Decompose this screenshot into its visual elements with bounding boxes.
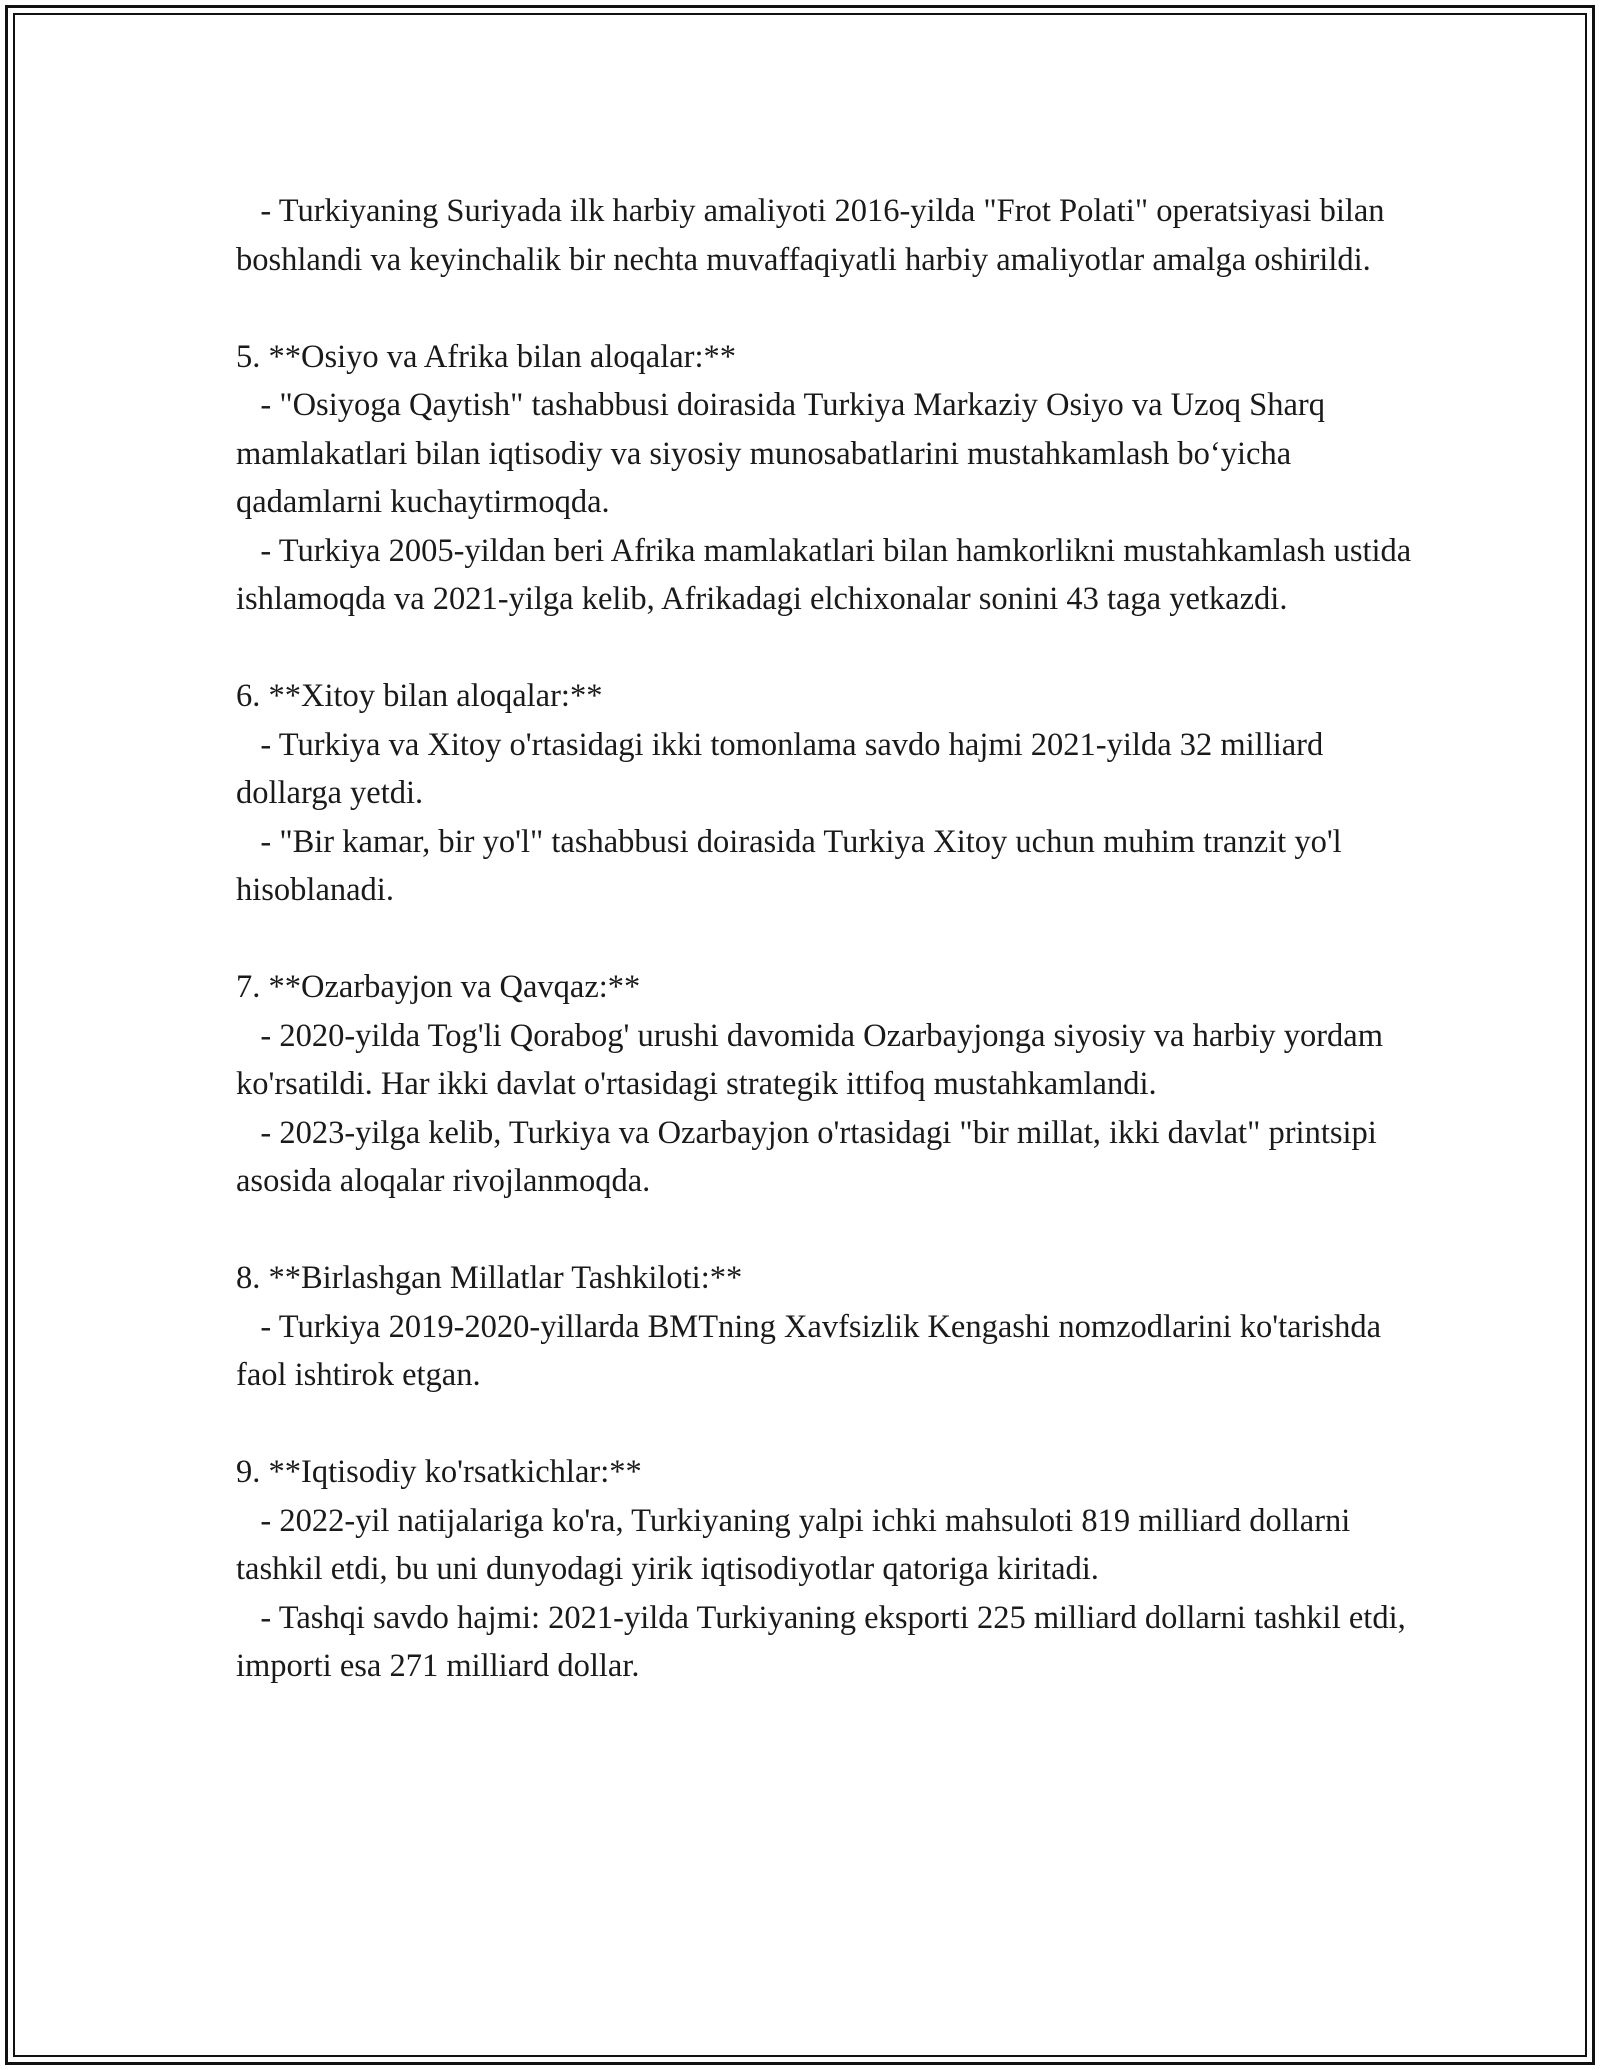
bullet-item: - "Osiyoga Qaytish" tashabbusi doirasida Turkiya Markaziy Osiyo va Uzoq Sharq mamlakatlari bilan iqtisodiy va siyosiy munosabatlarini mustahkamlash bo‘yicha qadamlarni kuchaytirmoqda. — [236, 387, 1334, 520]
bullet-item: - 2022-yil natijalariga ko'ra, Turkiyaning yalpi ichki mahsuloti 819 milliard dollarni tashkil etdi, bu uni dunyodagi yirik iqtisodiyotlar qatoriga kiritadi. — [236, 1502, 1359, 1587]
section-8 — [236, 1254, 1416, 1400]
bullet-item: - Turkiya va Xitoy o'rtasidagi ikki tomonlama savdo hajmi 2021-yilda 32 milliard dollarga yetdi. — [236, 726, 1332, 811]
intro-bullet: - Turkiyaning Suriyada ilk harbiy amaliyoti 2016-yilda "Frot Polati" operatsiyasi bilan boshlandi va keyinchalik bir nechta muvaffaqiyatli harbiy amaliyotlar amalga oshirildi. — [236, 193, 1393, 278]
section-heading: 9. **Iqtisodiy ko'rsatkichlar:** — [236, 1454, 642, 1490]
section-heading: 5. **Osiyo va Afrika bilan aloqalar:** — [236, 338, 737, 375]
section-6 — [236, 672, 1416, 915]
bullet-item: - Turkiya 2005-yildan beri Afrika mamlakatlari bilan hamkorlikni mustahkamlash ustida ishlamoqda va 2021-yilga kelib, Afrikadagi elchixonalar sonini 43 taga yetkazdi. — [236, 532, 1420, 617]
section-9 — [236, 1448, 1416, 1691]
section-7 — [236, 963, 1416, 1206]
bullet-item: - Turkiya 2019-2020-yillarda BMTning Xavfsizlik Kengashi nomzodlarini ko'tarishda faol ishtirok etgan. — [236, 1308, 1390, 1393]
section-heading: 7. **Ozarbayjon va Qavqaz:** — [236, 969, 641, 1005]
section-heading: 8. **Birlashgan Millatlar Tashkiloti:** — [236, 1260, 743, 1296]
intro-section — [236, 187, 1416, 284]
bullet-item: - Tashqi savdo hajmi: 2021-yilda Turkiyaning eksporti 225 milliard dollarni tashkil etdi, importi esa 271 milliard dollar. — [236, 1599, 1414, 1684]
bullet-item: - 2023-yilga kelib, Turkiya va Ozarbayjon o'rtasidagi "bir millat, ikki davlat" printsipi asosida aloqalar rivojlanmoqda. — [236, 1114, 1385, 1199]
bullet-item: - 2020-yilda Tog'li Qorabog' urushi davomida Ozarbayjonga siyosiy va harbiy yordam ko'rsatildi. Har ikki davlat o'rtasidagi strategik ittifoq mustahkamlandi. — [236, 1017, 1392, 1102]
document-body — [236, 187, 1420, 1739]
bullet-item: - "Bir kamar, bir yo'l" tashabbusi doirasida Turkiya Xitoy uchun muhim tranzit yo'l hisoblanadi. — [236, 823, 1350, 908]
section-heading: 6. **Xitoy bilan aloqalar:** — [236, 678, 603, 714]
section-5 — [236, 333, 1420, 624]
